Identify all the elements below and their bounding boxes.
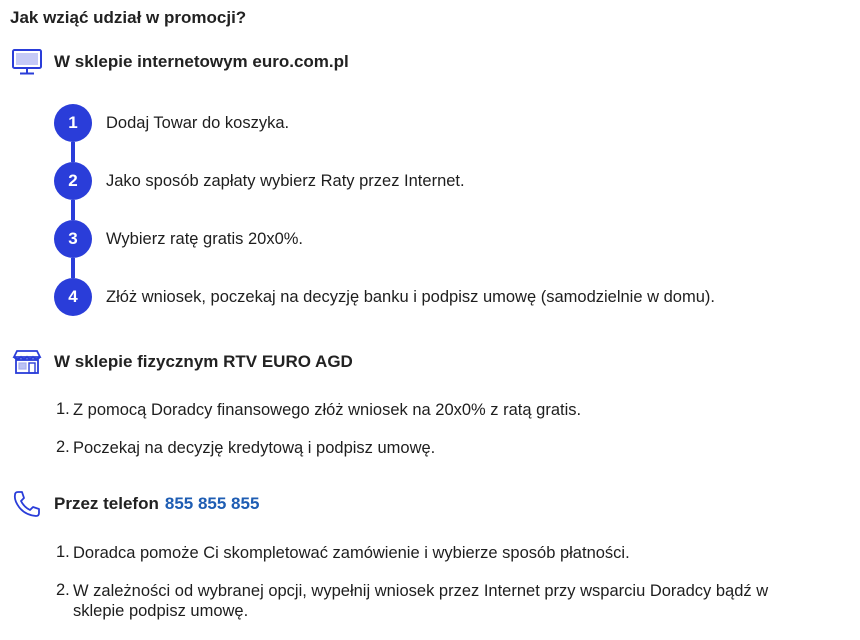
- section-phone-title: Przez telefon: [54, 494, 159, 513]
- list-item: [56, 581, 816, 621]
- list-item-number: 1.: [56, 543, 70, 561]
- step-text: Dodaj Towar do koszyka.: [106, 113, 290, 132]
- list-item-number: 1.: [56, 400, 70, 418]
- step-item: [54, 162, 465, 200]
- step-item: [54, 104, 289, 142]
- monitor-icon: [10, 48, 44, 76]
- list-item-text: Z pomocą Doradcy finansowego złóż wniosek na 20x0% z ratą gratis.: [73, 401, 582, 419]
- section-store-title: W sklepie fizycznym RTV EURO AGD: [54, 352, 353, 371]
- step-number-badge: 1: [54, 104, 92, 142]
- list-item: [56, 543, 816, 563]
- phone-icon: [10, 490, 44, 518]
- step-text: Wybierz ratę gratis 20x0%.: [106, 229, 304, 248]
- list-item-text: Doradca pomoże Ci skompletować zamówienie i wybierze sposób płatności.: [73, 544, 630, 562]
- section-online-header: [10, 48, 349, 76]
- phone-number-link[interactable]: 855 855 855: [164, 494, 260, 513]
- page-title: Jak wziąć udział w promocji?: [10, 8, 247, 27]
- step-text: Złóż wniosek, poczekaj na decyzję banku i podpisz umowę (samodzielnie w domu).: [106, 287, 715, 306]
- section-online-title: W sklepie internetowym euro.com.pl: [54, 52, 349, 71]
- step-item: [54, 220, 303, 258]
- section-store-header: [10, 348, 353, 376]
- list-item-text: W zależności od wybranej opcji, wypełnij wniosek przez Internet przy wsparciu Doradcy bądź w sklepie podpisz umowę.: [73, 582, 769, 620]
- store-steps-list: [56, 400, 816, 458]
- phone-steps-list: [56, 543, 816, 621]
- list-item-number: 2.: [56, 438, 70, 456]
- step-text: Jako sposób zapłaty wybierz Raty przez Internet.: [106, 171, 465, 190]
- step-number-badge: 3: [54, 220, 92, 258]
- section-phone-header: [10, 490, 259, 518]
- step-number-badge: 4: [54, 278, 92, 316]
- step-connector: [71, 258, 75, 278]
- step-item: [54, 278, 715, 316]
- list-item-text: Poczekaj na decyzję kredytową i podpisz umowę.: [73, 439, 436, 457]
- store-icon: [10, 348, 44, 376]
- list-item-number: 2.: [56, 581, 70, 599]
- step-connector: [71, 142, 75, 162]
- step-number-badge: 2: [54, 162, 92, 200]
- list-item: [56, 400, 816, 420]
- list-item: [56, 438, 816, 458]
- step-connector: [71, 200, 75, 220]
